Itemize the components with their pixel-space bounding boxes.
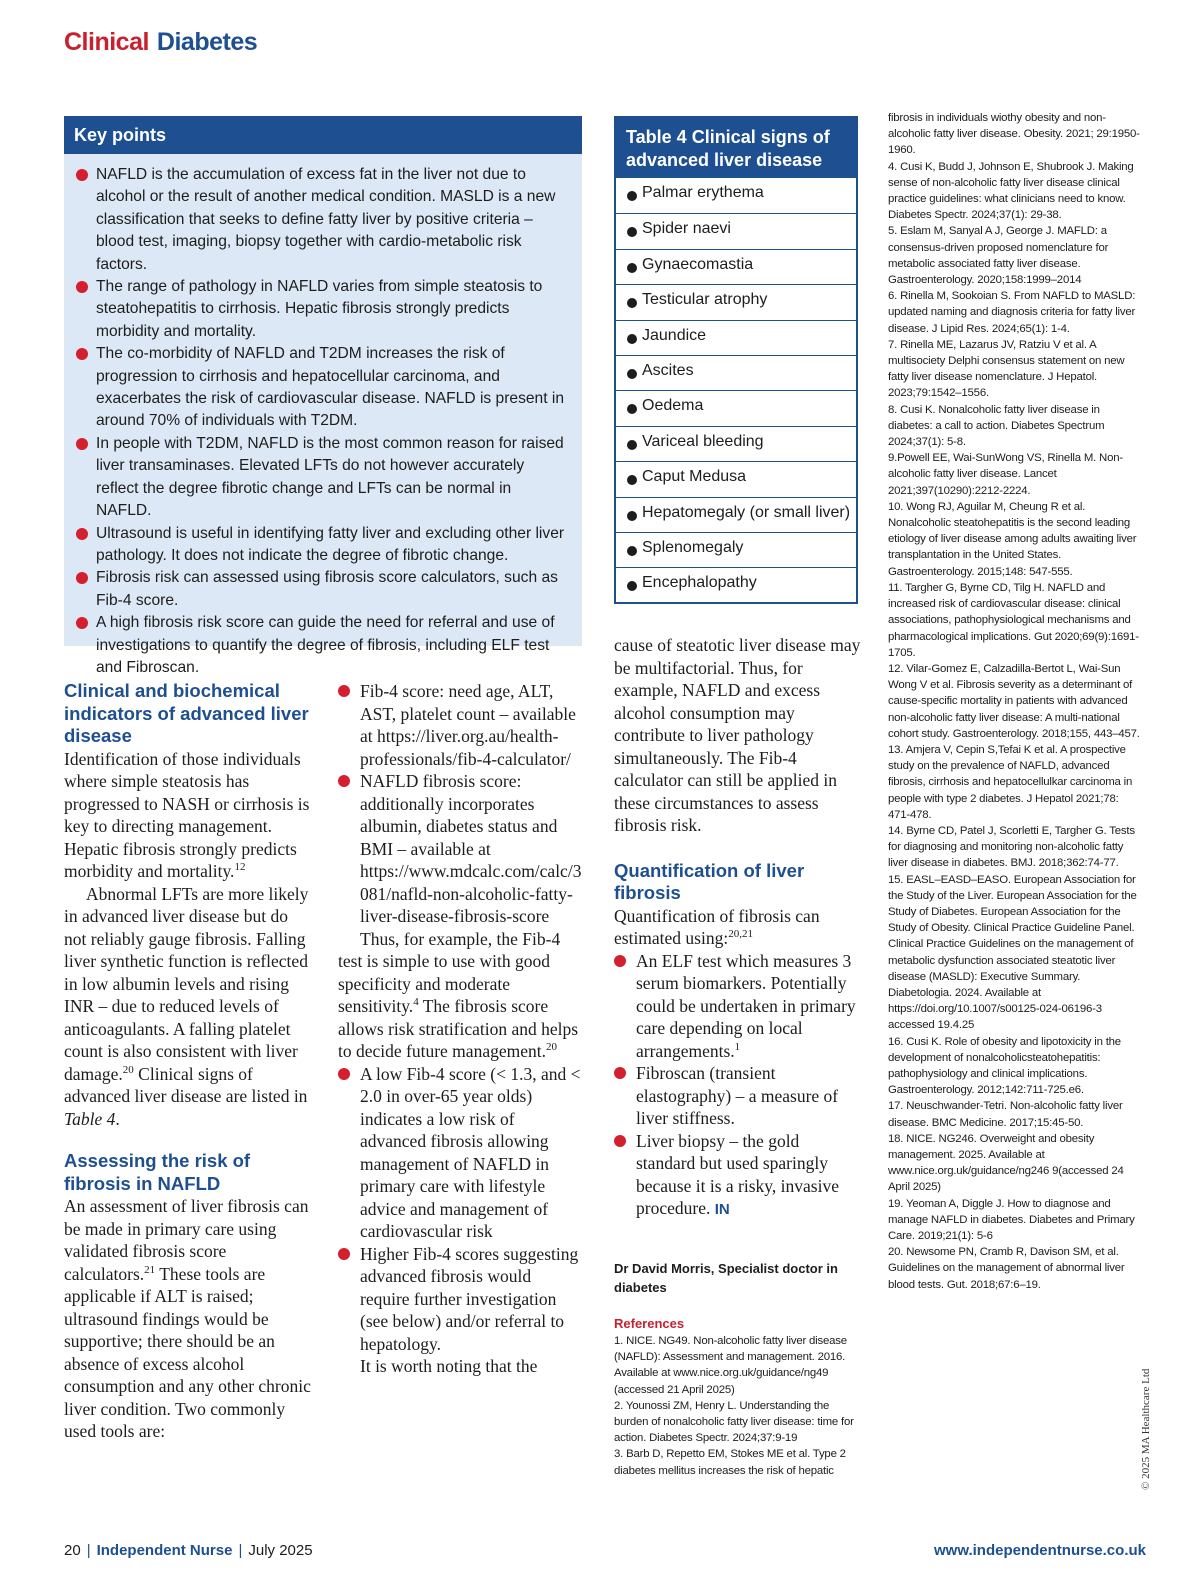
bullet-icon [627, 511, 637, 521]
bullet-icon [76, 348, 88, 360]
bullet-icon [614, 955, 626, 967]
issue-date: July 2025 [248, 1542, 313, 1559]
article-column-1 [64, 680, 314, 1443]
list-item: Fibroscan (transient elastography) – a measure of liver stiffness. [614, 1062, 862, 1130]
reference-item: 4. Cusi K, Budd J, Johnson E, Shubrook J. Making sense of non-alcoholic fatty liver disease clinical practice guidelines: what clinicians need to know. Diabetes Spectr. 2024;37(1): 29-38. [888, 160, 1134, 222]
page-number: 20 [64, 1542, 81, 1559]
table-row: Spider naevi [616, 213, 856, 248]
bullet-icon [76, 438, 88, 450]
paragraph: Quantification of fibrosis can estimated using:$^{20,21}$ [614, 905, 820, 948]
bullet-icon [338, 685, 350, 697]
reference-item: fibrosis in individuals wiothy obesity and non-alcoholic fatty liver disease. Obesity. 2021; 29:1950-1960. [888, 112, 1140, 157]
bullet-icon [338, 1248, 350, 1260]
table-row: Hepatomegaly (or small liver) [616, 497, 856, 532]
table-row: Palmar erythema [616, 178, 856, 213]
copyright-notice: © 2025 MA Healthcare Ltd [1140, 1368, 1152, 1490]
subsection-label: Diabetes [156, 28, 258, 56]
reference-item: 17. Neuschwander-Tetri. Non-alcoholic fatty liver disease. BMC Medicine. 2017;15:45-50. [888, 1100, 1123, 1129]
bullet-icon [627, 546, 637, 556]
list-item: NAFLD fibrosis score: additionally incorporates albumin, diabetes status and BMI – available at https://www.mdcalc.com/calc/3081/nafld-non-alcoholic-fatty-liver-disease-fibrosis-score [338, 770, 584, 928]
reference-item: 11. Targher G, Byrne CD, Tilg H. NAFLD and increased risk of cardiovascular disease: clinical associations, pathophysiological mechanisms and pharmacological implications. Gut 2020;69(9):1691-1705. [888, 581, 1139, 659]
bullet-icon [627, 475, 637, 485]
reference-item: 12. Vilar-Gomez E, Calzadilla-Bertot L, Wai-Sun Wong V et al. Fibrosis severity as a determinant of cause-specific mortality in patients with advanced non-alcoholic fatty liver disease: A multi-national cohort study. Gastroenterology. 2018;155, 443–457. [888, 662, 1140, 740]
bullet-icon [627, 263, 637, 273]
reference-item: 5. Eslam M, Sanyal A J, George J. MAFLD: a consensus-driven proposed nomenclature for metabolic associated fatty liver disease. Gastroenterology. 2020;158:1999–2014 [888, 225, 1109, 287]
reference-item: 14. Byrne CD, Patel J, Scorletti E, Targher G. Tests for diagnosing and monitoring non-alcoholic fatty liver disease in diabetes. BMJ. 2018;362:74-77. [888, 824, 1135, 870]
section-header [64, 28, 257, 57]
list-item: An ELF test which measures 3 serum biomarkers. Potentially could be undertaken in primary care depending on local arrangements.$^1$ [614, 950, 862, 1063]
bullet-icon [627, 191, 637, 201]
footer-page-info: 20 | Independent Nurse | July 2025 [64, 1542, 313, 1559]
reference-item: 3. Barb D, Repetto EM, Stokes ME et al. Type 2 diabetes mellitus increases the risk of hepatic [614, 1448, 846, 1477]
paragraph: Thus, for example, the Fib-4 test is simple to use with good specificity and moderate sensitivity.$^4$ The fibrosis score allows risk stratification and helps to decide future management.$^{20}$ [338, 928, 579, 1061]
key-point-item: The range of pathology in NAFLD varies from simple steatosis to steatohepatitis to cirrhosis. Hepatic fibrosis strongly predicts morbidity and mortality. [76, 276, 570, 343]
reference-item: 20. Newsome PN, Cramb R, Davison SM, et al. Guidelines on the management of abnormal liver blood tests. Gut. 2018;67:6–19. [888, 1246, 1125, 1291]
table-row: Jaundice [616, 320, 856, 355]
table-row: Testicular atrophy [616, 284, 856, 319]
paragraph: Abnormal LFTs are more likely in advanced liver disease but do not reliably gauge fibrosis. Falling liver synthetic function is reflected in low albumin levels and rising INR – due to reduced levels of anticoagulants. A falling platelet count is also consistent with liver damage.$^{20}$ Clinical signs of advanced liver disease are listed in Table 4. [64, 883, 309, 1129]
reference-item: 16. Cusi K. Role of obesity and lipotoxicity in the development of nonalcoholicsteatohepatitis: pathophysiology and clinical implications. Gastroenterology. 2012;142:711-725.e6. [888, 1035, 1121, 1097]
heading-assessing-risk: Assessing the risk of fibrosis in NAFLD [64, 1150, 251, 1194]
references-list-b [888, 110, 1140, 1293]
reference-item: 15. EASL–EASD–EASO. European Association for the Study of the Liver. European Association for the Study of Diabetes. European Association for the Study of Obesity. Clinical Practice Guideline Panel. Clinical Practice Guidelines on the management of metabolic dysfunction associated steatotic liver disease (MASLD): Executive Summary. Diabetologia. 2024. Available at https://doi.org/10.1007/s00125-024-06196-3 accessed 19.4.25 [888, 873, 1137, 1032]
table-4-clinical-signs [614, 116, 858, 604]
bullet-icon [338, 775, 350, 787]
table-row: Splenomegaly [616, 532, 856, 567]
table-row: Encephalopathy [616, 567, 856, 602]
heading-clinical-indicators: Clinical and biochemical indicators of advanced liver disease [64, 680, 309, 746]
key-points-title: Key points [64, 116, 582, 154]
references-list-a [614, 1333, 862, 1479]
paragraph: Identification of those individuals where simple steatosis has progressed to NASH or cirrhosis is key to directing management. Hepatic fibrosis strongly predicts morbidity and mortality.$^{12}$ [64, 748, 310, 881]
references-heading: References [614, 1316, 685, 1331]
key-points-list [64, 154, 582, 679]
table-row: Ascites [616, 355, 856, 390]
table-4-list [616, 178, 856, 603]
reference-item: 1. NICE. NG49. Non-alcoholic fatty liver disease (NAFLD): Assessment and management. 2016. Available at www.nice.org.uk/guidance/ng49 (accessed 21 April 2025) [614, 1335, 847, 1396]
bullet-icon [627, 227, 637, 237]
bullet-icon [76, 528, 88, 540]
table-row: Variceal bleeding [616, 426, 856, 461]
article-column-3 [614, 634, 862, 1222]
reference-item: 18. NICE. NG246. Overweight and obesity management. 2025. Available at www.nice.org.uk/guidance/ng246 9(accessed 24 April 2025) [888, 1132, 1124, 1194]
bullet-icon [627, 581, 637, 591]
bullet-icon [338, 1068, 350, 1080]
table-4-title: Table 4 Clinical signs of advanced liver disease [616, 118, 856, 178]
heading-quantification: Quantification of liver fibrosis [614, 859, 805, 903]
bullet-icon [627, 369, 637, 379]
table-row: Oedema [616, 390, 856, 425]
bullet-icon [627, 440, 637, 450]
reference-item: 8. Cusi K. Nonalcoholic fatty liver disease in diabetes: a call to action. Diabetes Spectrum 2024;37(1): 5-8. [888, 403, 1105, 449]
key-point-item: A high fibrosis risk score can guide the need for referral and use of investigations to quantify the degree of fibrosis, including ELF test and Fibroscan. [76, 612, 570, 679]
key-point-item: NAFLD is the accumulation of excess fat in the liver not due to alcohol or the result of another medical condition. MASLD is a new classification that seeks to define fatty liver by positive criteria – blood test, imaging, biopsy together with cardio-metabolic risk factors. [76, 164, 570, 276]
bullet-icon [76, 169, 88, 181]
table-row: Gynaecomastia [616, 249, 856, 284]
tools-list [338, 680, 584, 928]
end-mark-logo: IN [714, 1201, 730, 1218]
paragraph: An assessment of liver fibrosis can be made in primary care using validated fibrosis score calculators.$^{21}$ These tools are applicable if ALT is raised; ultrasound findings would be supportive; there should be an absence of excess alcohol consumption and any other chronic liver condition. Two commonly used tools are: [64, 1196, 311, 1441]
reference-item: 9.Powell EE, Wai-SunWong VS, Rinella M. Non-alcoholic fatty liver disease. Lancet 2021;397(10290):2212-2224. [888, 452, 1123, 497]
key-point-item: In people with T2DM, NAFLD is the most common reason for raised liver transaminases. Elevated LFTs do not however accurately reflect the degree fibrotic change and LFTs can be normal in NAFLD. [76, 433, 570, 523]
bullet-icon [76, 572, 88, 584]
reference-item: 6. Rinella M, Sookoian S. From NAFLD to MASLD: updated naming and diagnosis criteria for fatty liver disease. J Lipid Res. 2024;65(1): 1-4. [888, 290, 1136, 335]
bullet-icon [614, 1135, 626, 1147]
key-point-item: Ultrasound is useful in identifying fatty liver and excluding other liver pathology. It does not indicate the degree of fibrotic change. [76, 523, 570, 568]
bullet-icon [627, 298, 637, 308]
reference-item: 10. Wong RJ, Aguilar M, Cheung R et al. Nonalcoholic steatohepatitis is the second leading etiology of liver disease among adults awaiting liver transplantation in the United States. Gastroenterology. 2015;148: 547-555. [888, 500, 1137, 578]
key-point-item: The co-morbidity of NAFLD and T2DM increases the risk of progression to cirrhosis and hepatocellular carcinoma, and exacerbates the risk of cardiovascular disease. NAFLD is present in around 70% of individuals with T2DM. [76, 343, 570, 433]
bullet-icon [76, 281, 88, 293]
list-item: Liver biopsy – the gold standard but used sparingly because it is a risky, invasive procedure. IN [614, 1130, 862, 1222]
key-point-item: Fibrosis risk can assessed using fibrosis score calculators, such as Fib-4 score. [76, 567, 570, 612]
quantification-list [614, 950, 862, 1222]
bullet-icon [76, 617, 88, 629]
reference-item: 7. Rinella ME, Lazarus JV, Ratziu V et al. A multisociety Delphi consensus statement on new fatty liver disease nomenclature. J Hepatol. 2023;79:1542–1556. [888, 338, 1125, 400]
list-item: Higher Fib-4 scores suggesting advanced fibrosis would require further investigation (see below) and/or referral to hepatology. [338, 1243, 584, 1356]
bullet-icon [614, 1067, 626, 1079]
paragraph: cause of steatotic liver disease may be multifactorial. Thus, for example, NAFLD and excess alcohol consumption may contribute to liver pathology simultaneously. The Fib-4 calculator can still be applied in these circumstances to assess fibrosis risk. [614, 635, 861, 835]
table-row: Caput Medusa [616, 461, 856, 496]
fib4-list [338, 1063, 584, 1356]
magazine-name: Independent Nurse [96, 1542, 233, 1559]
section-label: Clinical [64, 28, 149, 56]
reference-item: 2. Younossi ZM, Henry L. Understanding the burden of nonalcoholic fatty liver disease: time for action. Diabetes Spectr. 2024;37:9-19 [614, 1399, 854, 1445]
bullet-icon [627, 334, 637, 344]
reference-item: 13. Amjera V, Cepin S,Tefai K et al. A prospective study on the prevalence of NAFLD, advanced fibrosis, cirrhosis and hepatocellulkar carcinoma in people with type 2 diabetes. J Hepatol 2021;78: 471-478. [888, 743, 1133, 821]
list-item: Fib-4 score: need age, ALT, AST, platelet count – available at https://liver.org.au/health-professionals/fib-4-calculator/ [338, 680, 584, 770]
paragraph: It is worth noting that the [360, 1356, 538, 1376]
key-points-box [64, 116, 582, 676]
reference-item: 19. Yeoman A, Diggle J. How to diagnose and manage NAFLD in diabetes. Diabetes and Primary Care. 2019;21(1): 5-6 [888, 1197, 1135, 1243]
author-byline: Dr David Morris, Specialist doctor in diabetes [614, 1261, 838, 1295]
list-item: A low Fib-4 score (< 1.3, and < 2.0 in over-65 year olds) indicates a low risk of advanced fibrosis allowing management of NAFLD in primary care with lifestyle advice and management of cardiovascular risk [338, 1063, 584, 1243]
bullet-icon [627, 404, 637, 414]
footer-website-link[interactable]: www.independentnurse.co.uk [934, 1542, 1146, 1559]
article-column-2 [338, 680, 584, 1378]
